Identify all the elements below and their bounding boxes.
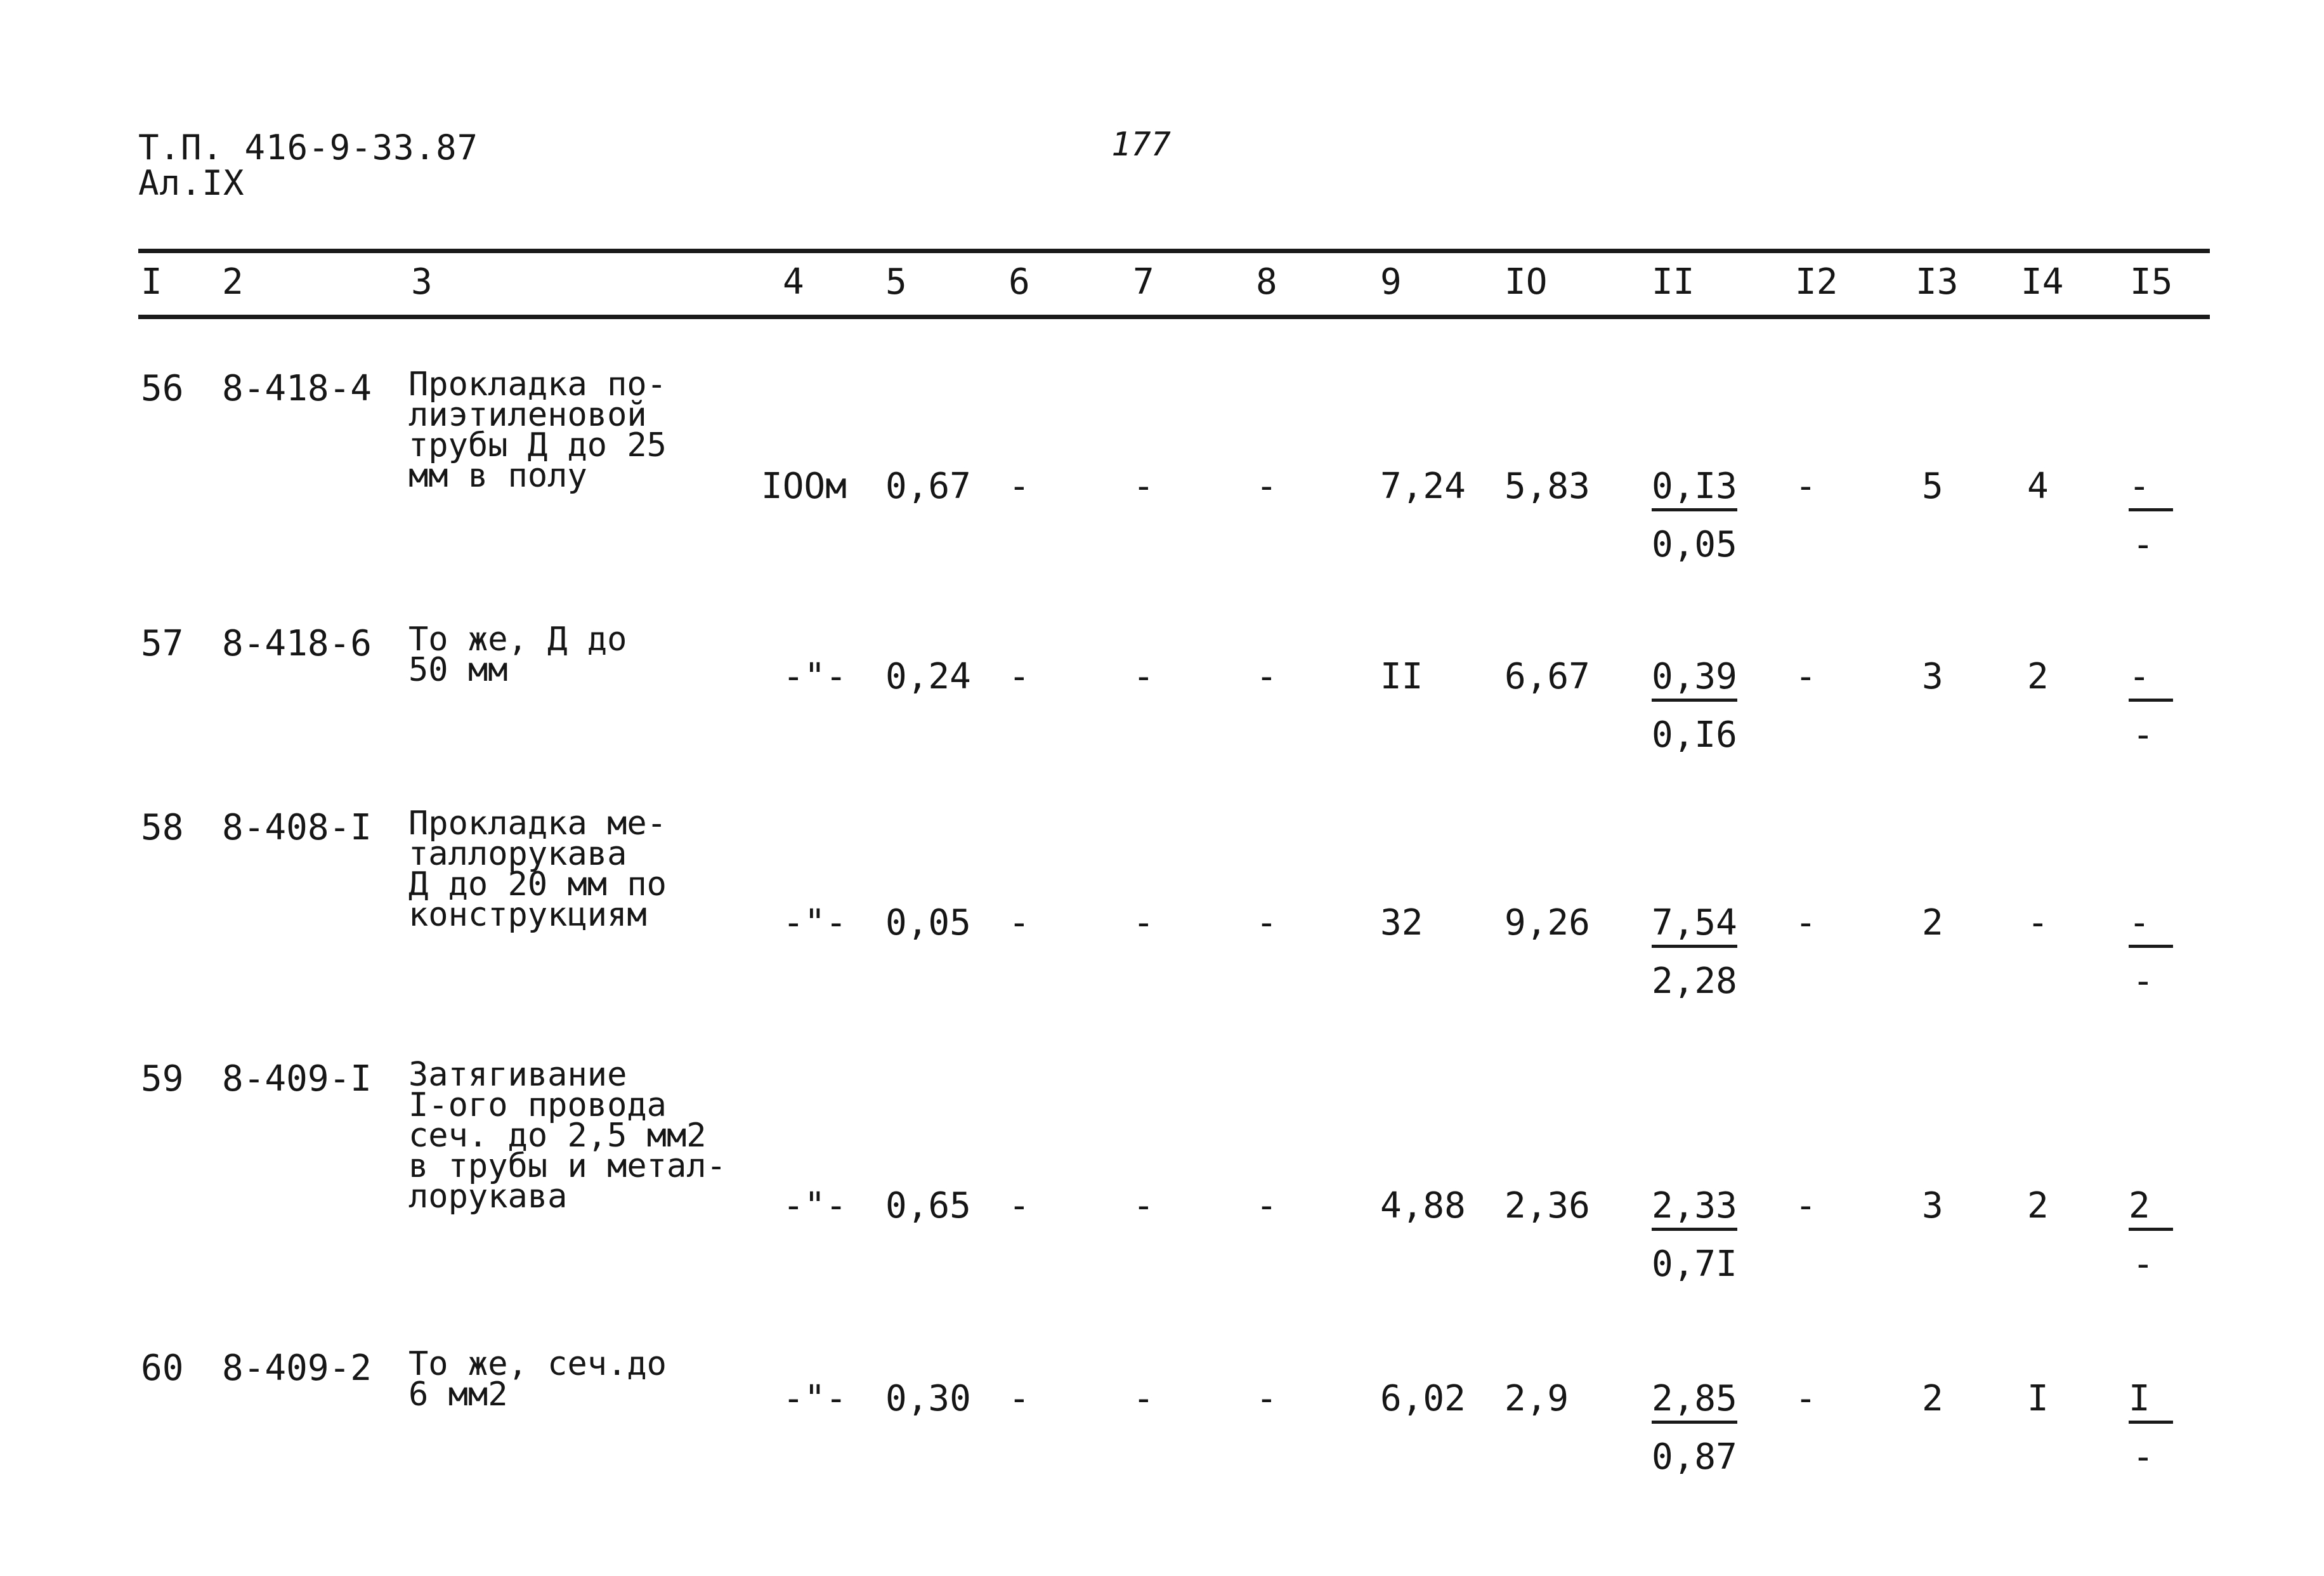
row-col-11-fraction [1652, 1185, 1737, 1285]
column-header-11: II [1652, 261, 1695, 303]
row-col-12: - [1795, 1378, 1817, 1419]
row-col-15-fraction [2129, 656, 2173, 756]
row-code: 8-418-6 [222, 623, 372, 664]
document-code [138, 130, 478, 201]
row-col-14: I [2027, 1378, 2049, 1419]
column-header-5: 5 [885, 261, 907, 303]
row-col-13: 2 [1922, 1378, 1943, 1419]
row-col-15-numerator: - [2129, 902, 2173, 948]
row-description: Прокладка по- лиэтиленовой трубы Д до 25 мм в полу [408, 365, 667, 495]
row-col-6: - [1009, 656, 1030, 697]
row-description: Прокладка ме- таллорукава Д до 20 мм по конструкциям [408, 804, 667, 934]
row-unit: IOOм [761, 466, 847, 507]
row-col-9: 6,02 [1380, 1378, 1466, 1419]
row-col-7: - [1133, 1378, 1154, 1419]
row-col-12: - [1795, 656, 1817, 697]
column-header-2: 2 [222, 261, 244, 303]
column-header-6: 6 [1009, 261, 1030, 303]
row-col-7: - [1133, 466, 1154, 507]
row-col-11-denominator: 0,87 [1652, 1436, 1737, 1478]
header-top-rule [138, 249, 2210, 253]
row-quantity: 0,05 [885, 902, 971, 943]
column-header-4: 4 [783, 261, 804, 303]
column-header-12: I2 [1795, 261, 1838, 303]
row-col-11-fraction [1652, 466, 1737, 565]
row-col-10: 5,83 [1505, 466, 1590, 507]
row-col-11-numerator: 7,54 [1652, 902, 1737, 948]
row-col-11-numerator: 2,33 [1652, 1185, 1737, 1231]
row-number: 56 [141, 368, 184, 409]
row-col-15-denominator: - [2132, 1244, 2154, 1285]
row-col-11-fraction [1652, 1378, 1737, 1478]
column-header-9: 9 [1380, 261, 1402, 303]
row-unit: -"- [783, 1378, 847, 1419]
row-col-7: - [1133, 902, 1154, 943]
row-col-10: 6,67 [1505, 656, 1590, 697]
row-number: 57 [141, 623, 184, 664]
row-unit: -"- [783, 902, 847, 943]
row-col-13: 2 [1922, 902, 1943, 943]
column-header-1: I [141, 261, 162, 303]
row-unit: -"- [783, 656, 847, 697]
row-quantity: 0,30 [885, 1378, 971, 1419]
row-code: 8-409-I [222, 1058, 372, 1100]
row-col-6: - [1009, 1378, 1030, 1419]
row-col-11-denominator: 0,7I [1652, 1244, 1737, 1285]
row-col-9: 4,88 [1380, 1185, 1466, 1226]
column-header-7: 7 [1133, 261, 1154, 303]
row-col-14: 4 [2027, 466, 2049, 507]
row-col-11-denominator: 2,28 [1652, 961, 1737, 1002]
column-header-14: I4 [2021, 261, 2064, 303]
row-description: Затягивание I-ого провода сеч. до 2,5 мм2 в трубы и метал- лорукава [408, 1056, 726, 1216]
column-header-13: I3 [1916, 261, 1959, 303]
row-col-6: - [1009, 1185, 1030, 1226]
row-col-6: - [1009, 466, 1030, 507]
row-quantity: 0,65 [885, 1185, 971, 1226]
row-number: 60 [141, 1348, 184, 1389]
row-col-7: - [1133, 656, 1154, 697]
row-col-8: - [1256, 1378, 1277, 1419]
row-col-11-denominator: 0,05 [1652, 524, 1737, 565]
row-col-9: II [1380, 656, 1423, 697]
row-col-13: 3 [1922, 1185, 1943, 1226]
column-header-row [0, 261, 2324, 306]
row-col-13: 3 [1922, 656, 1943, 697]
row-col-11-fraction [1652, 902, 1737, 1002]
page-number: 177 [1111, 126, 1171, 164]
row-col-10: 2,36 [1505, 1185, 1590, 1226]
row-code: 8-418-4 [222, 368, 372, 409]
row-quantity: 0,24 [885, 656, 971, 697]
row-quantity: 0,67 [885, 466, 971, 507]
row-col-15-denominator: - [2132, 1436, 2154, 1478]
row-unit: -"- [783, 1185, 847, 1226]
row-col-13: 5 [1922, 466, 1943, 507]
row-number: 58 [141, 807, 184, 848]
row-col-14: 2 [2027, 1185, 2049, 1226]
row-col-15-fraction [2129, 466, 2173, 565]
column-header-8: 8 [1256, 261, 1277, 303]
row-col-12: - [1795, 466, 1817, 507]
row-col-14: - [2027, 902, 2049, 943]
row-col-8: - [1256, 656, 1277, 697]
row-col-15-denominator: - [2132, 524, 2154, 565]
row-col-15-numerator: 2 [2129, 1185, 2173, 1231]
row-col-11-denominator: 0,I6 [1652, 714, 1737, 756]
row-col-9: 7,24 [1380, 466, 1466, 507]
row-col-10: 2,9 [1505, 1378, 1569, 1419]
row-description: То же, Д до 50 мм [408, 621, 627, 689]
column-header-3: 3 [411, 261, 433, 303]
row-col-15-denominator: - [2132, 714, 2154, 756]
row-col-6: - [1009, 902, 1030, 943]
row-code: 8-409-2 [222, 1348, 372, 1389]
row-col-15-denominator: - [2132, 961, 2154, 1002]
row-code: 8-408-I [222, 807, 372, 848]
row-col-15-fraction [2129, 1378, 2173, 1478]
row-col-11-numerator: 0,39 [1652, 656, 1737, 702]
row-col-7: - [1133, 1185, 1154, 1226]
row-col-10: 9,26 [1505, 902, 1590, 943]
row-description: То же, сеч.до 6 мм2 [408, 1345, 667, 1414]
row-col-8: - [1256, 466, 1277, 507]
row-col-14: 2 [2027, 656, 2049, 697]
row-col-11-numerator: 0,I3 [1652, 466, 1737, 511]
row-col-12: - [1795, 1185, 1817, 1226]
column-header-10: IO [1505, 261, 1548, 303]
document-code-line-1: Т.П. 416-9-33.87 [138, 128, 479, 167]
row-col-11-numerator: 2,85 [1652, 1378, 1737, 1424]
column-header-15: I5 [2130, 261, 2173, 303]
row-col-12: - [1795, 902, 1817, 943]
row-col-9: 32 [1380, 902, 1423, 943]
row-col-15-numerator: - [2129, 656, 2173, 702]
row-col-8: - [1256, 902, 1277, 943]
row-col-15-numerator: - [2129, 466, 2173, 511]
row-col-15-fraction [2129, 902, 2173, 1002]
row-col-15-numerator: I [2129, 1378, 2173, 1424]
row-col-11-fraction [1652, 656, 1737, 756]
document-code-line-2: Ал.IX [138, 163, 245, 203]
row-col-15-fraction [2129, 1185, 2173, 1285]
row-number: 59 [141, 1058, 184, 1100]
header-bottom-rule [138, 315, 2210, 319]
row-col-8: - [1256, 1185, 1277, 1226]
